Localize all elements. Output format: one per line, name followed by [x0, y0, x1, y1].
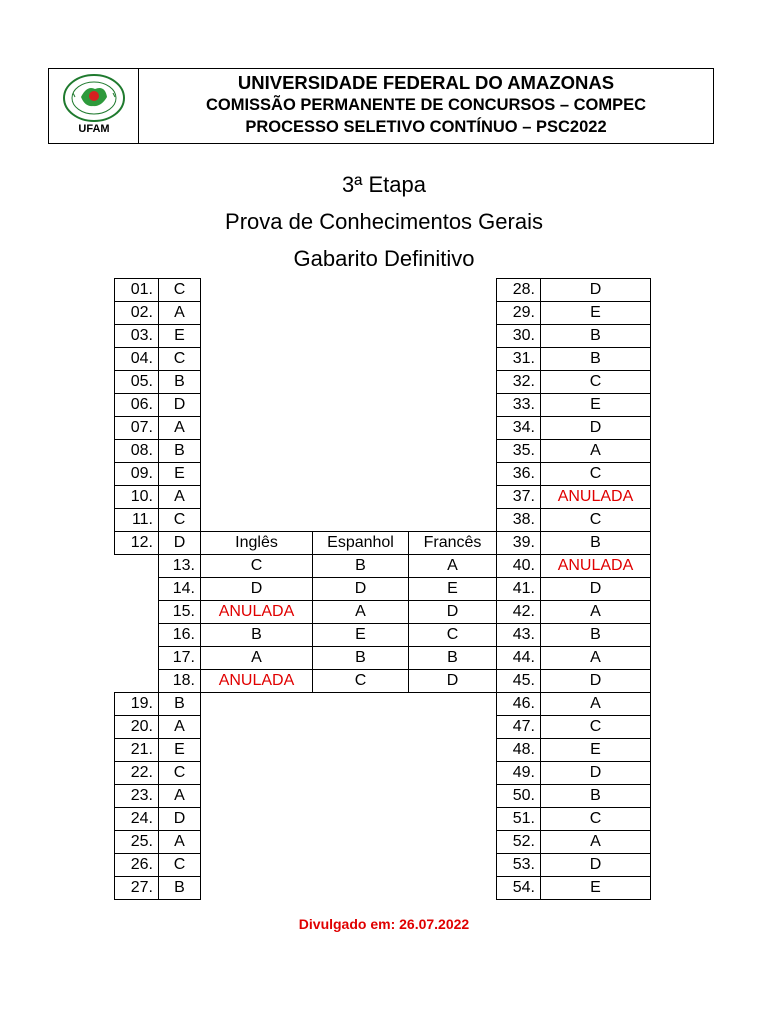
language-header: Francês [408, 531, 497, 555]
answer-cell: A [540, 692, 651, 716]
question-number: 17. [158, 646, 201, 670]
answer-cell: D [158, 393, 201, 417]
answer-cell: A [158, 715, 201, 739]
question-number: 47. [496, 715, 541, 739]
question-number: 39. [496, 531, 541, 555]
answer-cell-english: ANULADA [200, 600, 313, 624]
answer-cell-english: D [200, 577, 313, 601]
question-number: 45. [496, 669, 541, 693]
answer-cell-spanish: D [312, 577, 409, 601]
answer-cell: C [158, 761, 201, 785]
answer-cell: A [540, 646, 651, 670]
question-number: 53. [496, 853, 541, 877]
question-number: 09. [114, 462, 159, 486]
language-header: Inglês [200, 531, 313, 555]
question-number: 30. [496, 324, 541, 348]
question-number: 48. [496, 738, 541, 762]
answer-cell: A [540, 830, 651, 854]
question-number: 16. [158, 623, 201, 647]
answer-cell: D [158, 531, 201, 555]
answer-cell: B [158, 876, 201, 900]
header-box [48, 68, 714, 144]
answer-cell: C [540, 807, 651, 831]
answer-cell: C [540, 508, 651, 532]
question-number: 07. [114, 416, 159, 440]
answer-cell-french: E [408, 577, 497, 601]
answer-cell: E [158, 738, 201, 762]
answer-cell: A [158, 301, 201, 325]
answer-cell: C [158, 853, 201, 877]
answer-cell: C [540, 462, 651, 486]
answer-cell-english: ANULADA [200, 669, 313, 693]
stage-title: 3ª Etapa [342, 172, 426, 197]
question-number: 01. [114, 278, 159, 302]
question-number: 03. [114, 324, 159, 348]
answer-cell: B [540, 324, 651, 348]
question-number: 40. [496, 554, 541, 578]
question-number: 14. [158, 577, 201, 601]
question-number: 23. [114, 784, 159, 808]
question-number: 11. [114, 508, 159, 532]
answer-cell-spanish: E [312, 623, 409, 647]
question-number: 54. [496, 876, 541, 900]
ufam-seal-icon [61, 73, 127, 123]
answer-cell: C [540, 715, 651, 739]
answer-cell: D [158, 807, 201, 831]
answer-cell: A [540, 439, 651, 463]
answer-cell: D [540, 278, 651, 302]
question-number: 42. [496, 600, 541, 624]
question-number: 12. [114, 531, 159, 555]
question-number: 33. [496, 393, 541, 417]
question-number: 25. [114, 830, 159, 854]
question-number: 49. [496, 761, 541, 785]
answer-cell: B [540, 347, 651, 371]
answer-cell: E [540, 876, 651, 900]
answer-cell: B [540, 531, 651, 555]
question-number: 13. [158, 554, 201, 578]
commission-name: COMISSÃO PERMANENTE DE CONCURSOS – COMPEC [205, 96, 647, 114]
key-title: Gabarito Definitivo [293, 246, 475, 271]
question-number: 38. [496, 508, 541, 532]
answer-cell: C [158, 508, 201, 532]
answer-cell-french: B [408, 646, 497, 670]
question-number: 28. [496, 278, 541, 302]
question-number: 22. [114, 761, 159, 785]
question-number: 44. [496, 646, 541, 670]
answer-cell-spanish: B [312, 646, 409, 670]
answer-cell: E [540, 393, 651, 417]
question-number: 35. [496, 439, 541, 463]
answer-cell: B [540, 623, 651, 647]
header-lines [139, 69, 713, 143]
answer-cell: B [158, 439, 201, 463]
question-number: 43. [496, 623, 541, 647]
question-number: 15. [158, 600, 201, 624]
process-name: PROCESSO SELETIVO CONTÍNUO – PSC2022 [245, 118, 607, 136]
answer-cell: B [158, 370, 201, 394]
answer-cell: D [540, 669, 651, 693]
answer-cell: C [540, 370, 651, 394]
answer-cell-french: A [408, 554, 497, 578]
answer-cell: D [540, 577, 651, 601]
language-header: Espanhol [312, 531, 409, 555]
answer-cell: E [158, 324, 201, 348]
question-number: 52. [496, 830, 541, 854]
answer-cell: A [540, 600, 651, 624]
answer-cell: C [158, 278, 201, 302]
university-name: UNIVERSIDADE FEDERAL DO AMAZONAS [237, 72, 615, 93]
question-number: 18. [158, 669, 201, 693]
logo-cell [49, 69, 139, 143]
answer-cell-english: A [200, 646, 313, 670]
answer-cell: A [158, 485, 201, 509]
question-number: 21. [114, 738, 159, 762]
question-number: 06. [114, 393, 159, 417]
answer-cell: ANULADA [540, 554, 651, 578]
question-number: 24. [114, 807, 159, 831]
answer-cell: D [540, 416, 651, 440]
question-number: 51. [496, 807, 541, 831]
answer-cell-french: C [408, 623, 497, 647]
question-number: 19. [114, 692, 159, 716]
question-number: 05. [114, 370, 159, 394]
answer-cell: D [540, 761, 651, 785]
question-number: 34. [496, 416, 541, 440]
question-number: 50. [496, 784, 541, 808]
logo-label: UFAM [78, 123, 110, 135]
question-number: 10. [114, 485, 159, 509]
question-number: 27. [114, 876, 159, 900]
answer-cell-english: B [200, 623, 313, 647]
answer-cell: D [540, 853, 651, 877]
question-number: 29. [496, 301, 541, 325]
question-number: 20. [114, 715, 159, 739]
question-number: 41. [496, 577, 541, 601]
question-number: 04. [114, 347, 159, 371]
answer-cell: E [540, 738, 651, 762]
answer-cell: E [540, 301, 651, 325]
question-number: 08. [114, 439, 159, 463]
answer-cell: B [540, 784, 651, 808]
exam-title: Prova de Conhecimentos Gerais [225, 209, 543, 234]
question-number: 37. [496, 485, 541, 509]
question-number: 36. [496, 462, 541, 486]
answer-cell: A [158, 416, 201, 440]
question-number: 02. [114, 301, 159, 325]
answer-cell-spanish: A [312, 600, 409, 624]
answer-cell-english: C [200, 554, 313, 578]
titles [0, 166, 768, 277]
question-number: 31. [496, 347, 541, 371]
answer-cell: B [158, 692, 201, 716]
answer-cell: C [158, 347, 201, 371]
answer-cell: ANULADA [540, 485, 651, 509]
answer-cell: A [158, 830, 201, 854]
question-number: 26. [114, 853, 159, 877]
answer-cell-french: D [408, 600, 497, 624]
answer-cell: A [158, 784, 201, 808]
answer-cell-spanish: B [312, 554, 409, 578]
answer-cell-spanish: C [312, 669, 409, 693]
answer-grid [114, 278, 668, 900]
question-number: 32. [496, 370, 541, 394]
answer-cell-french: D [408, 669, 497, 693]
release-date: Divulgado em: 26.07.2022 [298, 916, 470, 932]
question-number: 46. [496, 692, 541, 716]
answer-cell: E [158, 462, 201, 486]
